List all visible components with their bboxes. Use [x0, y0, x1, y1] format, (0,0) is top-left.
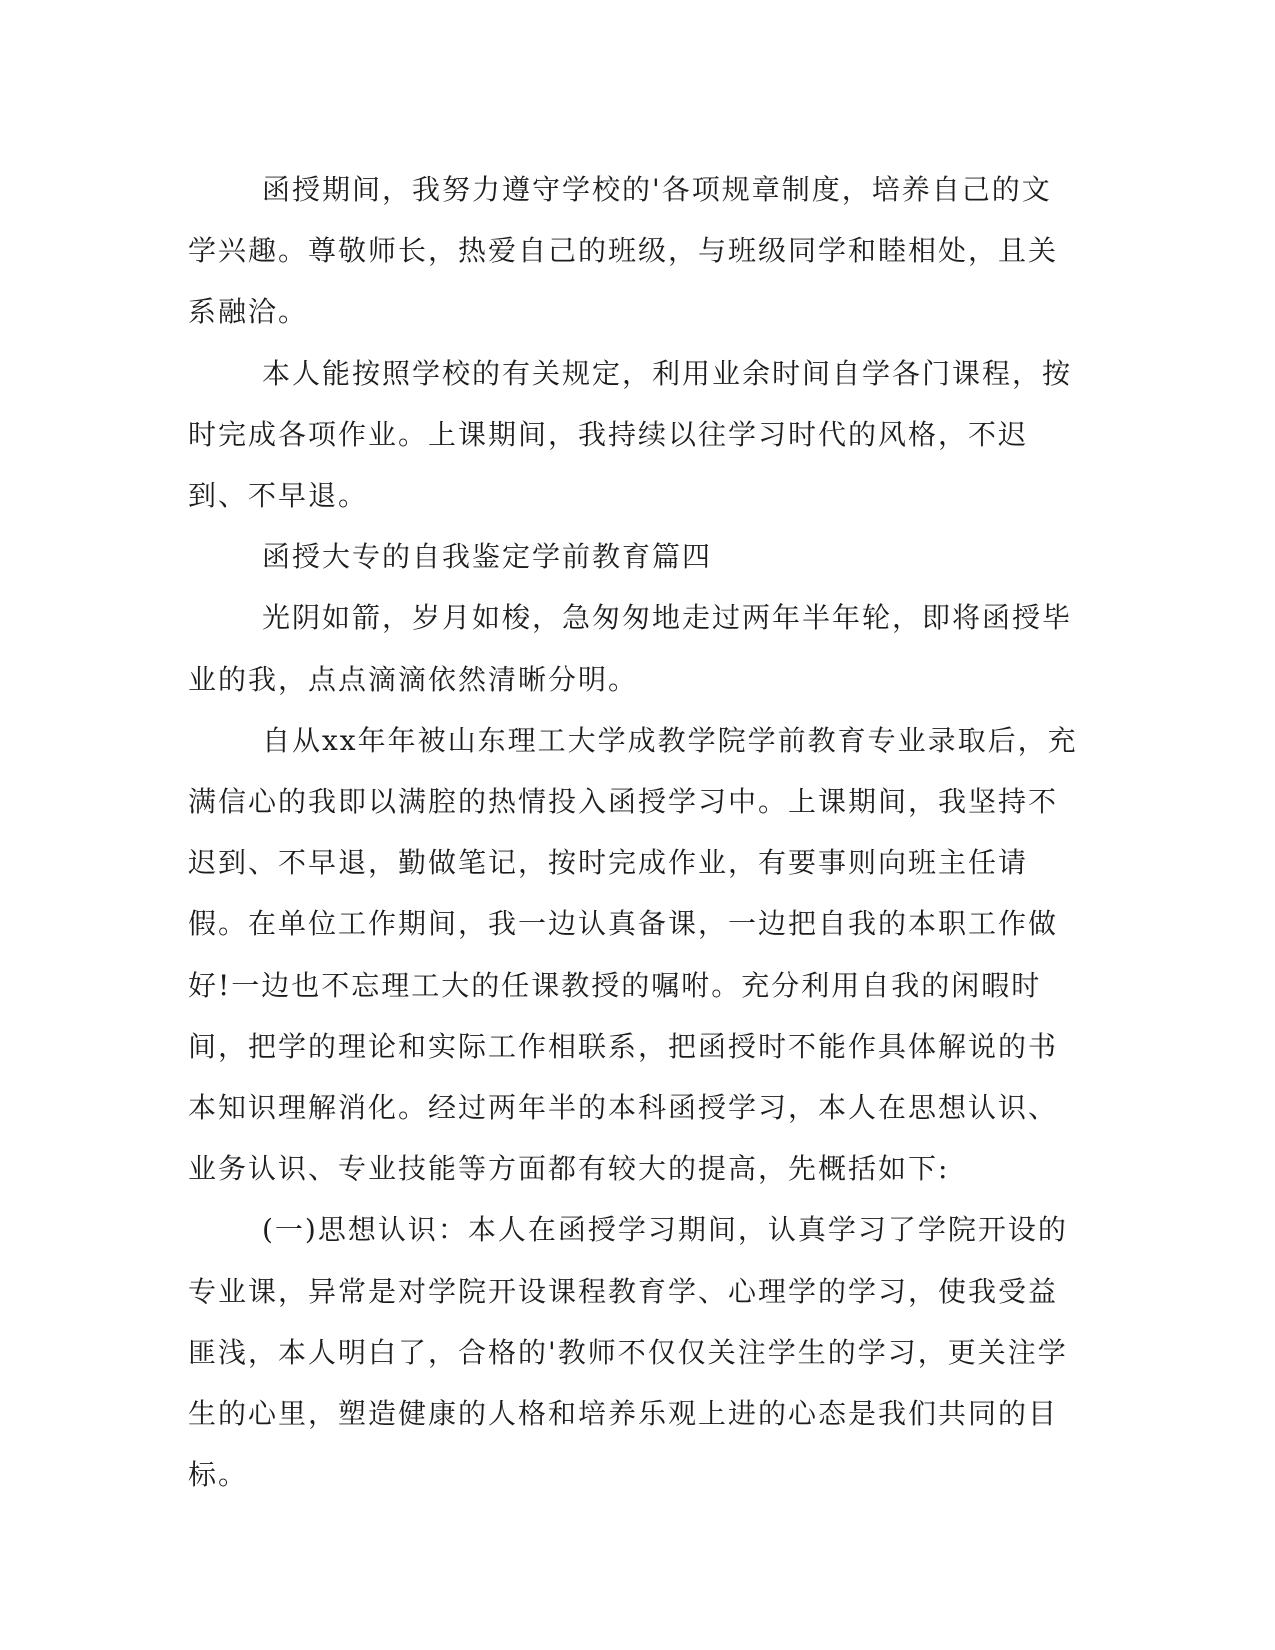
section-heading: 函授大专的自我鉴定学前教育篇四: [262, 540, 713, 574]
paragraph-rules: 函授期间，我努力遵守学校的'各项规章制度，培养自己的文学兴趣。尊敬师长，热爱自己的班级，与班级同学和睦相处，且关系融洽。: [188, 173, 1059, 329]
paragraph-self-study: 本人能按照学校的有关规定，利用业余时间自学各门课程，按时完成各项作业。上课期间，我持续以往学习时代的风格，不迟到、不早退。: [188, 356, 1073, 513]
document-body: [188, 159, 1078, 1505]
paragraph-admission: 自从xx年年被山东理工大学成教学院学前教育专业录取后，充满信心的我即以满腔的热情投入函授学习中。上课期间，我坚持不迟到、不早退，勤做笔记，按时完成作业，有要事则向班主任请假。在单位工作期间，我一边认真备课，一边把自我的本职工作做好!一边也不忘理工大的任课教授的嘱咐。充分利用自我的闲暇时间，把学的理论和实际工作相联系，把函授时不能作具体解说的书本知识理解消化。经过两年半的本科函授学习，本人在思想认识、业务认识、专业技能等方面都有较大的提高，先概括如下:: [188, 723, 1078, 1186]
paragraph-time-flies: 光阴如箭，岁月如梭，急匆匆地走过两年半年轮，即将函授毕业的我，点点滴滴依然清晰分明。: [188, 601, 1073, 696]
paragraph-thought: (一)思想认识：本人在函授学习期间，认真学习了学院开设的专业课，异常是对学院开设课程教育学、心理学的学习，使我受益匪浅，本人明白了，合格的'教师不仅仅关注学生的学习，更关注学生的心里，塑造健康的人格和培养乐观上进的心态是我们共同的目标。: [188, 1213, 1068, 1492]
